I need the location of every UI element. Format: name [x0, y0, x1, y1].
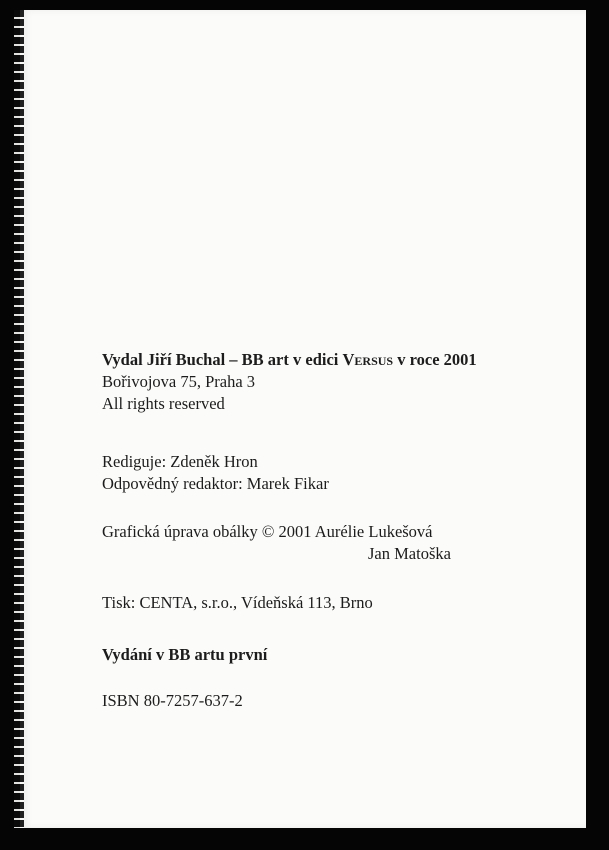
printer-block [102, 592, 373, 614]
responsible-editor-line: Odpovědný redaktor: Marek Fikar [102, 474, 329, 493]
isbn-block [102, 690, 243, 712]
cover-design-line: Grafická úprava obálky © 2001 Aurélie Lukešová [102, 522, 433, 541]
cover-design-second-line: Jan Matoška [368, 544, 451, 563]
isbn-line: ISBN 80-7257-637-2 [102, 691, 243, 710]
publisher-address: Bořivojova 75, Praha 3 [102, 372, 256, 391]
publisher-prefix: Vydal Jiří Buchal – BB art v edici [102, 350, 343, 369]
cover-design-block [102, 521, 451, 565]
publisher-block [102, 349, 477, 415]
editor-line: Rediguje: Zdeněk Hron [102, 452, 258, 471]
rights-statement: All rights reserved [102, 394, 225, 413]
printer-line: Tisk: CENTA, s.r.o., Vídeňská 113, Brno [102, 593, 373, 612]
editors-block [102, 451, 329, 495]
publisher-suffix: v roce 2001 [393, 350, 477, 369]
page-spine-edge [14, 10, 24, 828]
publisher-line [102, 349, 477, 371]
edition-block [102, 644, 267, 666]
series-name: Versus [342, 350, 394, 369]
edition-line: Vydání v BB artu první [102, 645, 268, 664]
